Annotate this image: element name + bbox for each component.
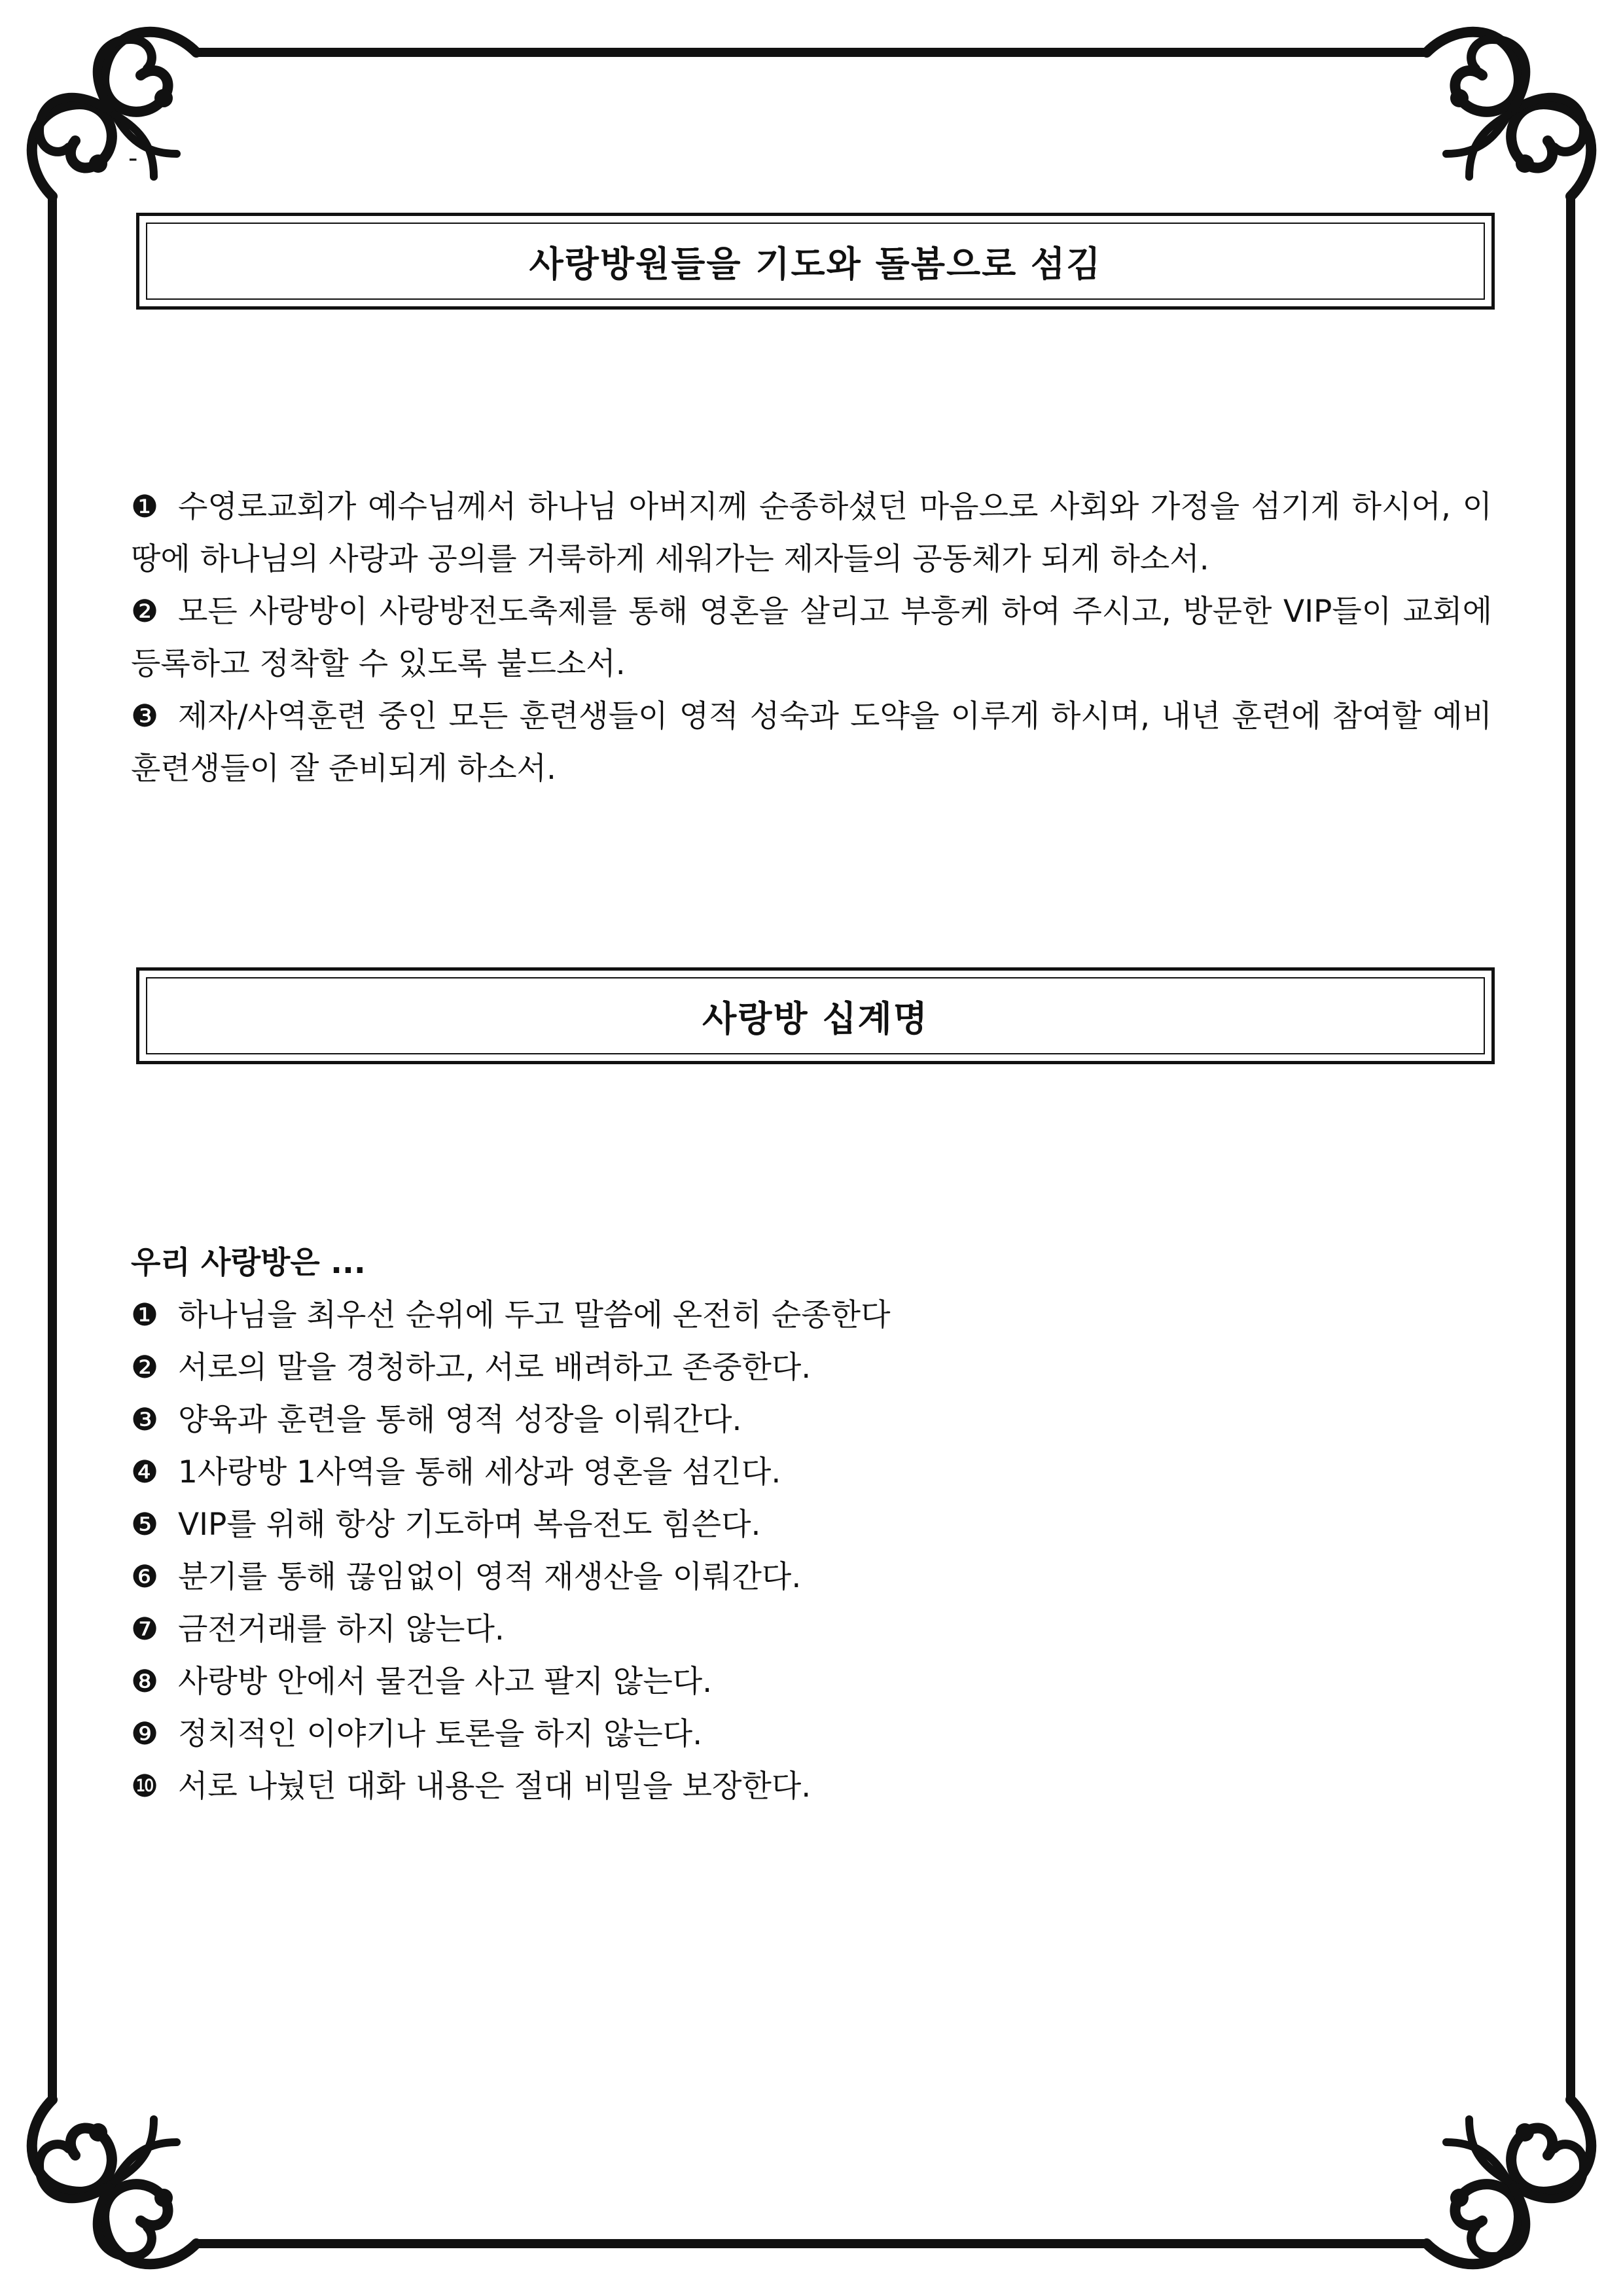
rule-text: VIP를 위해 항상 기도하며 복음전도 힘쓴다. [178, 1507, 761, 1543]
page-marker: - [128, 143, 138, 173]
item-number-icon: ❸ [131, 1402, 159, 1438]
rule-text: 분기를 통해 끊임없이 영적 재생산을 이뤄간다. [178, 1559, 802, 1595]
rule-item [131, 1499, 1492, 1551]
prayer-text: 제자/사역훈련 중인 모든 훈련생들이 영적 성숙과 도약을 이루게 하시며, 내년 훈련에 참여할 예비 훈련생들이 잘 준비되게 하소서. [131, 698, 1492, 787]
rule-text: 서로 나눴던 대화 내용은 절대 비밀을 보장한다. [178, 1768, 812, 1804]
rule-item [131, 1604, 1492, 1656]
section2-title-inner [146, 977, 1485, 1054]
rule-text: 정치적인 이야기나 토론을 하지 않는다. [178, 1716, 703, 1752]
prayer-item [131, 481, 1492, 586]
prayer-item [131, 691, 1492, 795]
prayer-text: 수영로교회가 예수님께서 하나님 아버지께 순종하셨던 마음으로 사회와 가정을 섬기게 하시어, 이 땅에 하나님의 사랑과 공의를 거룩하게 세워가는 제자들의 공동체가 되게 하소서. [131, 489, 1492, 577]
rule-text: 사랑방 안에서 물건을 사고 팔지 않는다. [178, 1664, 713, 1700]
rule-item [131, 1708, 1492, 1761]
rule-item [131, 1761, 1492, 1813]
rule-text: 1사랑방 1사역을 통해 세상과 영혼을 섬긴다. [178, 1454, 781, 1490]
prayer-list [131, 481, 1492, 795]
prayer-text: 모든 사랑방이 사랑방전도축제를 통해 영혼을 살리고 부흥케 하여 주시고, 방문한 VIP들이 교회에 등록하고 정착할 수 있도록 붙드소서. [131, 594, 1492, 682]
item-number-icon: ❺ [131, 1507, 159, 1543]
rule-item [131, 1656, 1492, 1708]
item-number-icon: ❽ [131, 1664, 159, 1700]
rule-item [131, 1551, 1492, 1604]
rule-text: 양육과 훈련을 통해 영적 성장을 이뤄간다. [178, 1402, 742, 1438]
section2-title-box [136, 967, 1495, 1064]
rule-item [131, 1446, 1492, 1499]
item-number-icon: ❷ [131, 594, 159, 630]
rule-text: 하나님을 최우선 순위에 두고 말씀에 온전히 순종한다 [178, 1297, 891, 1333]
item-number-icon: ❾ [131, 1716, 159, 1752]
item-number-icon: ❹ [131, 1454, 159, 1490]
rule-item [131, 1394, 1492, 1446]
rules-intro: 우리 사랑방은 ... [131, 1245, 366, 1281]
item-number-icon: ❿ [131, 1768, 159, 1804]
item-number-icon: ❶ [131, 489, 159, 525]
item-number-icon: ❷ [131, 1350, 159, 1386]
item-number-icon: ❻ [131, 1559, 159, 1595]
rules-list [131, 1237, 1492, 1813]
rule-text: 금전거래를 하지 않는다. [178, 1611, 505, 1647]
item-number-icon: ❶ [131, 1297, 159, 1333]
rule-text: 서로의 말을 경청하고, 서로 배려하고 존중한다. [178, 1350, 812, 1386]
section1-title-inner [146, 223, 1485, 300]
section1-title-box [136, 213, 1495, 310]
item-number-icon: ❼ [131, 1611, 159, 1647]
rule-item [131, 1289, 1492, 1342]
section1-title: 사랑방원들을 기도와 돌봄으로 섬김 [529, 243, 1102, 285]
prayer-item [131, 586, 1492, 691]
item-number-icon: ❸ [131, 698, 159, 734]
section2-title: 사랑방 십계명 [702, 997, 929, 1039]
rule-item [131, 1342, 1492, 1394]
